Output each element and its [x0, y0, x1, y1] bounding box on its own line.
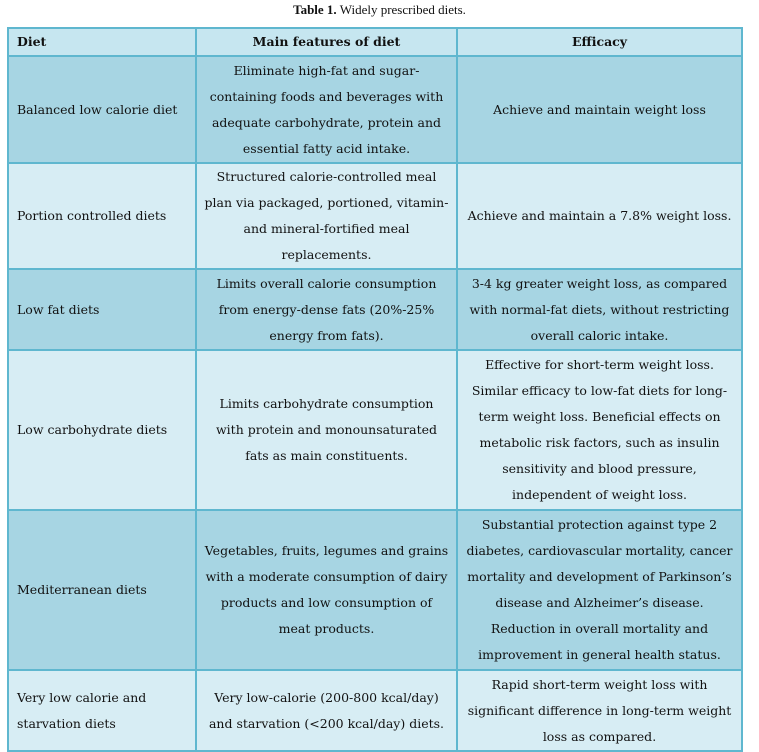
diet-cell: Balanced low calorie diet — [8, 56, 196, 163]
table-row — [8, 350, 742, 510]
table-row — [8, 269, 742, 350]
header-row — [8, 28, 742, 56]
diet-cell: Very low calorie and starvation diets — [8, 670, 196, 751]
caption-label: Table 1. — [293, 2, 337, 17]
table-row — [8, 163, 742, 269]
header-main-features: Main features of diet — [196, 28, 457, 56]
table-caption — [0, 1, 759, 19]
header-efficacy: Efficacy — [457, 28, 742, 56]
efficacy-cell: Rapid short-term weight loss with significant difference in long-term weight loss as compared. — [457, 670, 742, 751]
features-cell: Eliminate high-fat and sugar-containing foods and beverages with adequate carbohydrate, protein and essential fatty acid intake. — [196, 56, 457, 163]
features-cell: Limits carbohydrate consumption with protein and monounsaturated fats as main constituents. — [196, 350, 457, 510]
features-cell: Structured calorie-controlled meal plan via packaged, portioned, vitamin- and mineral-fortified meal replacements. — [196, 163, 457, 269]
diet-cell: Portion controlled diets — [8, 163, 196, 269]
table-row — [8, 670, 742, 751]
diet-cell: Low fat diets — [8, 269, 196, 350]
efficacy-cell: 3-4 kg greater weight loss, as compared with normal-fat diets, without restricting overall caloric intake. — [457, 269, 742, 350]
features-cell: Limits overall calorie consumption from energy-dense fats (20%-25% energy from fats). — [196, 269, 457, 350]
efficacy-cell: Effective for short-term weight loss. Similar efficacy to low-fat diets for long-term weight loss. Beneficial effects on metabolic risk factors, such as insulin sensitivity and blood pressure, independent of weight loss. — [457, 350, 742, 510]
caption-text: Widely prescribed diets. — [339, 2, 466, 17]
diet-cell: Mediterranean diets — [8, 510, 196, 670]
diets-table — [7, 27, 743, 752]
features-cell: Vegetables, fruits, legumes and grains with a moderate consumption of dairy products and low consumption of meat products. — [196, 510, 457, 670]
diet-cell: Low carbohydrate diets — [8, 350, 196, 510]
efficacy-cell: Achieve and maintain weight loss — [457, 56, 742, 163]
table-row — [8, 510, 742, 670]
table-row — [8, 56, 742, 163]
features-cell: Very low-calorie (200-800 kcal/day) and starvation (<200 kcal/day) diets. — [196, 670, 457, 751]
header-diet: Diet — [8, 28, 196, 56]
efficacy-cell: Achieve and maintain a 7.8% weight loss. — [457, 163, 742, 269]
efficacy-cell: Substantial protection against type 2 diabetes, cardiovascular mortality, cancer mortality and development of Parkinson’s disease and Alzheimer’s disease. Reduction in overall mortality and improvement in general health status. — [457, 510, 742, 670]
